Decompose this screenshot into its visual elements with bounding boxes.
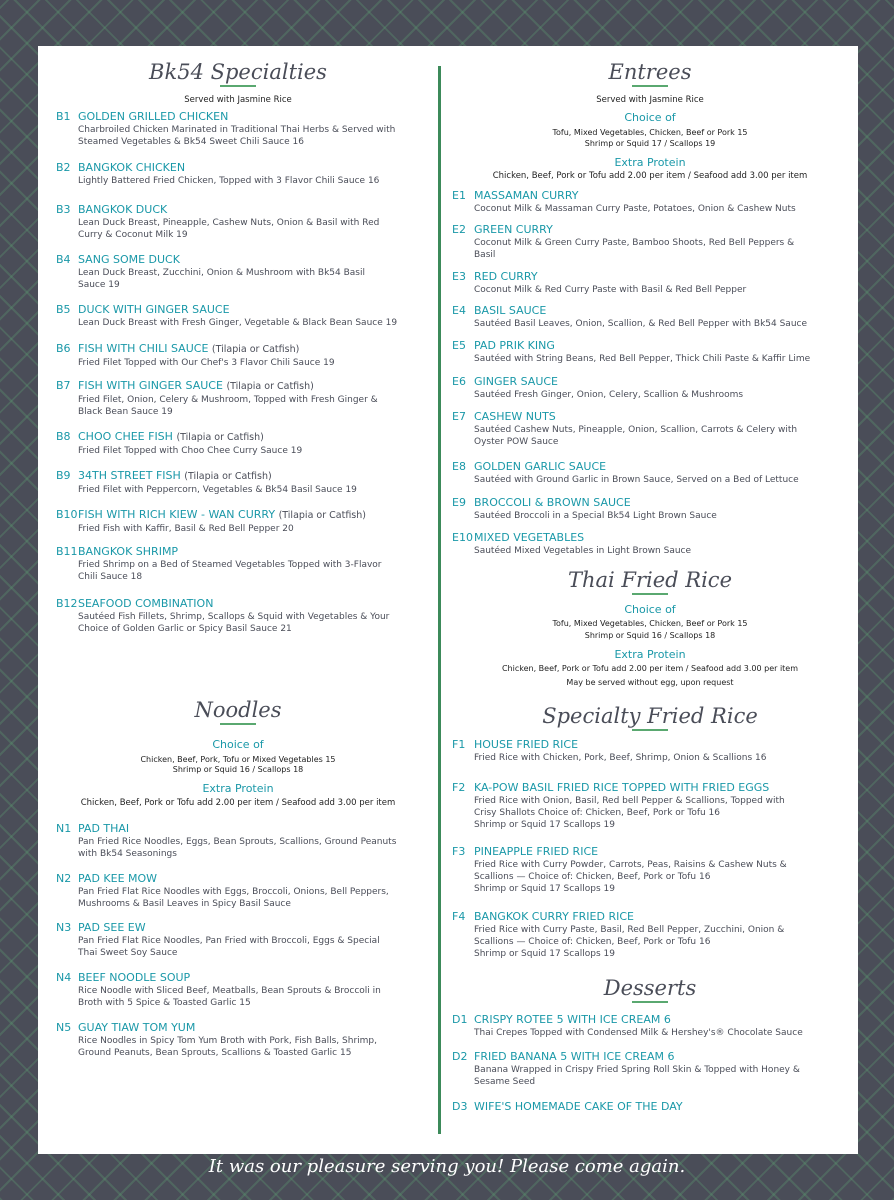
menu-item: [56, 203, 426, 241]
menu-item: [452, 910, 822, 960]
menu-item-name: BASIL SAUCE: [474, 304, 547, 317]
menu-item-heading: [56, 203, 426, 216]
menu-item: [56, 921, 426, 959]
menu-item-name: HOUSE FRIED RICE: [474, 738, 579, 751]
menu-item-code: B4: [56, 253, 71, 266]
menu-item-description: Sautéed Broccoli in a Special Bk54 Light Brown Sauce: [474, 511, 717, 521]
menu-item-name: 34TH STREET FISH: [78, 469, 181, 482]
tfr-choice-heading: Choice of: [624, 603, 676, 616]
entrees-choice-line-1: Tofu, Mixed Vegetables, Chicken, Beef or Pork 15: [552, 128, 748, 137]
menu-item-code: B2: [56, 161, 71, 174]
menu-item: [452, 496, 822, 522]
menu-item-code: E1: [452, 189, 466, 202]
menu-item-name: PAD KEE MOW: [78, 872, 158, 885]
menu-item-name: PAD PRIK KING: [474, 339, 555, 352]
menu-item-fish-note: (Tilapia or Catfish): [211, 344, 300, 355]
menu-item: [452, 1050, 822, 1088]
menu-item-heading: [452, 738, 822, 751]
menu-item: [56, 597, 426, 635]
menu-item-code: B7: [56, 379, 71, 392]
menu-item-heading: [452, 1100, 683, 1113]
menu-item-description: Thai Crepes Topped with Condensed Milk & Hershey's® Chocolate Sauce: [474, 1028, 803, 1038]
menu-item: [452, 738, 822, 764]
menu-item-name: BROCCOLI & BROWN SAUCE: [474, 496, 631, 509]
noodles-protein-heading: Extra Protein: [202, 782, 274, 795]
menu-item-heading: [452, 270, 822, 283]
menu-item-code: F1: [452, 738, 466, 751]
menu-item: [56, 508, 426, 535]
entrees-choice-line-2: Shrimp or Squid 17 / Scallops 19: [584, 139, 716, 148]
menu-item-description: Lean Duck Breast, Pineapple, Cashew Nuts, Onion & Basil with Red Curry & Coconut Milk 19: [78, 218, 380, 240]
menu-item-fish-note: (Tilapia or Catfish): [176, 432, 264, 443]
menu-item: [452, 531, 822, 557]
menu-item-name: KA-POW BASIL FRIED RICE TOPPED WITH FRIED EGGS: [474, 781, 770, 794]
menu-item-heading: [452, 496, 822, 509]
menu-item-code: B12: [56, 597, 78, 610]
menu-item-description: Fried Rice with Curry Paste, Basil, Red Bell Pepper, Zucchini, Onion & Scallions — Choice of: Chicken, Beef, Pork or Tofu 16 Shrimp or Squid 17 Scallops 19: [474, 925, 785, 959]
menu-item-description: Fried Filet with Peppercorn, Vegetables & Bk54 Basil Sauce 19: [78, 485, 357, 495]
menu-item-description: Lean Duck Breast, Zucchini, Onion & Mushroom with Bk54 Basil Sauce 19: [78, 268, 365, 290]
menu-item-name: PAD SEE EW: [78, 921, 146, 934]
menu-page: [38, 46, 858, 1154]
section-title-specialty-fried-rice: Specialty Fried Rice: [442, 704, 858, 731]
menu-item-heading: [56, 1021, 426, 1034]
menu-item-heading: [452, 1050, 822, 1063]
menu-item-code: B11: [56, 545, 78, 558]
menu-item: [452, 339, 822, 365]
menu-item-name: FISH WITH RICH KIEW - WAN CURRY: [78, 508, 276, 521]
menu-item-description: Banana Wrapped in Crispy Fried Spring Roll Skin & Topped with Honey & Sesame Seed: [474, 1065, 800, 1087]
menu-item-name: GINGER SAUCE: [474, 375, 559, 388]
menu-item: [452, 845, 822, 895]
menu-item-heading: [452, 410, 822, 423]
menu-item-name: WIFE'S HOMEMADE CAKE OF THE DAY: [474, 1100, 683, 1113]
menu-item-code: B1: [56, 110, 71, 123]
menu-item: [56, 545, 426, 583]
menu-item-code: B10: [56, 508, 78, 521]
menu-item-name: BANGKOK CHICKEN: [78, 161, 186, 174]
menu-item: [452, 375, 822, 401]
menu-item: [452, 781, 822, 831]
menu-item-code: E10: [452, 531, 473, 544]
menu-item-name: FISH WITH GINGER SAUCE: [78, 379, 223, 392]
menu-item-description: Coconut Milk & Green Curry Paste, Bamboo Shoots, Red Bell Peppers & Basil: [474, 238, 795, 260]
menu-item-code: F3: [452, 845, 466, 858]
menu-item-heading: [452, 845, 822, 858]
menu-item-heading: [452, 189, 822, 202]
tfr-choice-line-1: Tofu, Mixed Vegetables, Chicken, Beef or Pork 15: [552, 619, 748, 628]
menu-item-description: Fried Rice with Curry Powder, Carrots, Peas, Raisins & Cashew Nuts & Scallions — Choice of: Chicken, Beef, Pork or Tofu 16 Shrimp or Squid 17 Scallops 19: [474, 860, 787, 894]
menu-item-name: FISH WITH CHILI SAUCE: [78, 342, 209, 355]
menu-item-code: B3: [56, 203, 71, 216]
menu-item: [452, 460, 822, 486]
noodles-choice-heading: Choice of: [212, 738, 264, 751]
menu-item: [56, 822, 426, 860]
menu-item: [452, 410, 822, 448]
menu-item-heading: [452, 339, 822, 352]
tfr-protein-heading: Extra Protein: [614, 648, 686, 661]
menu-item-description: Fried Filet Topped with Choo Chee Curry Sauce 19: [78, 446, 303, 456]
menu-item-code: F2: [452, 781, 466, 794]
footer-message: It was our pleasure serving you! Please come again.: [208, 1156, 686, 1177]
menu-item: [56, 161, 426, 187]
menu-item-code: E5: [452, 339, 466, 352]
menu-item: [56, 971, 426, 1009]
menu-item-name: GOLDEN GARLIC SAUCE: [474, 460, 607, 473]
menu-item-name: DUCK WITH GINGER SAUCE: [78, 303, 230, 316]
menu-item-heading: [56, 253, 426, 266]
menu-item-name: BANGKOK CURRY FRIED RICE: [474, 910, 634, 923]
menu-item: [56, 430, 426, 457]
menu-item-code: B8: [56, 430, 71, 443]
menu-item-code: N1: [56, 822, 72, 835]
menu-item: [56, 303, 426, 329]
menu-item-name: PAD THAI: [78, 822, 130, 835]
menu-item-description: Sautéed Basil Leaves, Onion, Scallion, & Red Bell Pepper with Bk54 Sauce: [474, 319, 808, 329]
entrees-protein-heading: Extra Protein: [614, 156, 686, 169]
menu-item-description: Coconut Milk & Red Curry Paste with Basil & Red Bell Pepper: [474, 285, 747, 295]
menu-item-heading: [56, 971, 426, 984]
menu-item-heading: [452, 304, 822, 317]
menu-item-fish-note: (Tilapia or Catfish): [278, 510, 366, 521]
menu-item-code: E9: [452, 496, 466, 509]
menu-item-heading: [452, 1013, 822, 1026]
menu-item-description: Pan Fried Flat Rice Noodles, Pan Fried with Broccoli, Eggs & Special Thai Sweet Soy Sauce: [78, 936, 380, 958]
menu-item-heading: [56, 921, 426, 934]
menu-item-heading: [56, 303, 426, 316]
section-title-specialties: Bk54 Specialties: [38, 60, 438, 87]
menu-item-name: SANG SOME DUCK: [78, 253, 180, 266]
menu-item-name: BANGKOK DUCK: [78, 203, 168, 216]
menu-item-name: MASSAMAN CURRY: [474, 189, 579, 202]
menu-item: [56, 379, 426, 418]
menu-item-description: Fried Shrimp on a Bed of Steamed Vegetables Topped with 3-Flavor Chili Sauce 18: [78, 560, 382, 582]
menu-item: [452, 189, 822, 215]
menu-item-code: D3: [452, 1100, 468, 1113]
menu-item-name: CRISPY ROTEE 5 WITH ICE CREAM 6: [474, 1013, 671, 1026]
menu-item: [452, 1013, 822, 1039]
menu-item-code: N2: [56, 872, 72, 885]
tfr-protein-line: Chicken, Beef, Pork or Tofu add 2.00 per item / Seafood add 3.00 per item: [501, 664, 799, 673]
section-title-desserts: Desserts: [442, 976, 858, 1003]
menu-item-code: E6: [452, 375, 466, 388]
menu-item-description: Fried Fish with Kaffir, Basil & Red Bell Pepper 20: [78, 524, 294, 534]
menu-item-name: BANGKOK SHRIMP: [78, 545, 179, 558]
menu-item-fish-note: (Tilapia or Catfish): [226, 381, 314, 392]
menu-item-code: N4: [56, 971, 72, 984]
menu-item-description: Sautéed Cashew Nuts, Pineapple, Onion, Scallion, Carrots & Celery with Oyster POW Sauce: [474, 425, 798, 447]
menu-item-description: Lightly Battered Fried Chicken, Topped with 3 Flavor Chili Sauce 16: [78, 176, 380, 186]
menu-item-description: Coconut Milk & Massaman Curry Paste, Potatoes, Onion & Cashew Nuts: [474, 204, 796, 214]
menu-item: [56, 872, 426, 910]
menu-item-name: FRIED BANANA 5 WITH ICE CREAM 6: [474, 1050, 675, 1063]
menu-item: [56, 253, 426, 291]
section-title-noodles: Noodles: [38, 698, 438, 725]
menu-item-description: Fried Rice with Onion, Basil, Red bell Pepper & Scallions, Topped with Crisy Shallots Choice of: Chicken, Beef, Pork or Tofu 16 Shrimp or Squid 17 Scallops 19: [474, 796, 785, 830]
menu-item-heading: [452, 910, 822, 923]
section-title-thai-fried-rice: Thai Fried Rice: [442, 568, 858, 595]
menu-item-code: E2: [452, 223, 466, 236]
menu-item-heading: [56, 379, 426, 393]
menu-item-heading: [452, 531, 822, 544]
column-divider: [438, 66, 441, 1134]
section-title-entrees: Entrees: [442, 60, 858, 87]
menu-item-description: Lean Duck Breast with Fresh Ginger, Vegetable & Black Bean Sauce 19: [78, 318, 398, 328]
menu-item-heading: [56, 822, 426, 835]
menu-item-heading: [452, 223, 822, 236]
menu-item-heading: [56, 508, 426, 522]
menu-item-heading: [56, 545, 426, 558]
menu-item-heading: [452, 781, 822, 794]
menu-item-description: Sautéed with Ground Garlic in Brown Sauce, Served on a Bed of Lettuce: [474, 475, 799, 485]
menu-item-description: Fried Filet, Onion, Celery & Mushroom, Topped with Fresh Ginger & Black Bean Sauce 19: [78, 395, 378, 417]
menu-item: [452, 223, 822, 261]
menu-item-name: GOLDEN GRILLED CHICKEN: [78, 110, 229, 123]
menu-item-description: Rice Noodles in Spicy Tom Yum Broth with Pork, Fish Balls, Shrimp, Ground Peanuts, Bean Sprouts, Scallions & Toasted Garlic 15: [78, 1036, 377, 1058]
menu-item-name: GREEN CURRY: [474, 223, 553, 236]
menu-item-heading: [56, 430, 426, 444]
menu-item-description: Sautéed Mixed Vegetables in Light Brown Sauce: [474, 546, 692, 556]
menu-item-code: F4: [452, 910, 466, 923]
menu-item-name: PINEAPPLE FRIED RICE: [474, 845, 599, 858]
specialties-subtitle: Served with Jasmine Rice: [184, 95, 292, 105]
menu-item-name: MIXED VEGETABLES: [474, 531, 585, 544]
menu-item: [56, 110, 426, 148]
menu-item-heading: [56, 597, 426, 610]
noodles-choice-line-2: Shrimp or Squid 16 / Scallops 18: [172, 765, 304, 774]
tfr-choice-line-2: Shrimp or Squid 16 / Scallops 18: [584, 631, 716, 640]
entrees-protein-line: Chicken, Beef, Pork or Tofu add 2.00 per item / Seafood add 3.00 per item: [492, 171, 808, 181]
menu-item-heading: [56, 872, 426, 885]
menu-item-heading: [452, 375, 822, 388]
menu-item-name: SEAFOOD COMBINATION: [78, 597, 214, 610]
menu-item-code: B5: [56, 303, 71, 316]
menu-item: [56, 342, 426, 369]
menu-item-name: CHOO CHEE FISH: [78, 430, 173, 443]
noodles-choice-line-1: Chicken, Beef, Pork, Tofu or Mixed Vegetables 15: [140, 755, 336, 764]
menu-item-code: D2: [452, 1050, 468, 1063]
menu-item-heading: [56, 469, 426, 483]
menu-item-heading: [452, 460, 822, 473]
menu-item-name: GUAY TIAW TOM YUM: [78, 1021, 196, 1034]
menu-item: [56, 469, 426, 496]
menu-item-code: E3: [452, 270, 466, 283]
menu-item-code: E7: [452, 410, 466, 423]
menu-item-description: Pan Fried Rice Noodles, Eggs, Bean Sprouts, Scallions, Ground Peanuts with Bk54 Seasonings: [78, 837, 397, 859]
noodles-protein-line: Chicken, Beef, Pork or Tofu add 2.00 per item / Seafood add 3.00 per item: [80, 798, 396, 808]
menu-item: [452, 1100, 683, 1113]
menu-item: [452, 270, 822, 296]
menu-item-description: Sautéed Fish Fillets, Shrimp, Scallops & Squid with Vegetables & Your Choice of Golden Garlic or Spicy Basil Sauce 21: [78, 612, 390, 634]
menu-item-description: Sautéed with String Beans, Red Bell Pepper, Thick Chili Paste & Kaffir Lime: [474, 354, 811, 364]
menu-item-code: D1: [452, 1013, 468, 1026]
menu-item-heading: [56, 110, 426, 123]
menu-item-name: RED CURRY: [474, 270, 538, 283]
menu-item: [452, 304, 822, 330]
menu-item-heading: [56, 161, 426, 174]
menu-item: [56, 1021, 426, 1059]
entrees-choice-heading: Choice of: [624, 111, 676, 124]
menu-item-description: Sautéed Fresh Ginger, Onion, Celery, Scallion & Mushrooms: [474, 390, 744, 400]
menu-item-description: Fried Filet Topped with Our Chef's 3 Flavor Chili Sauce 19: [78, 358, 335, 368]
menu-item-code: N5: [56, 1021, 72, 1034]
menu-item-description: Fried Rice with Chicken, Pork, Beef, Shrimp, Onion & Scallions 16: [474, 753, 767, 763]
menu-item-description: Pan Fried Flat Rice Noodles with Eggs, Broccoli, Onions, Bell Peppers, Mushrooms & Basil Leaves in Spicy Basil Sauce: [78, 887, 389, 909]
menu-item-code: B6: [56, 342, 71, 355]
menu-item-description: Rice Noodle with Sliced Beef, Meatballs, Bean Sprouts & Broccoli in Broth with 5 Spice & Toasted Garlic 15: [78, 986, 381, 1008]
menu-item-name: BEEF NOODLE SOUP: [78, 971, 191, 984]
menu-item-code: N3: [56, 921, 72, 934]
menu-item-code: E8: [452, 460, 466, 473]
menu-item-fish-note: (Tilapia or Catfish): [184, 471, 272, 482]
menu-item-code: B9: [56, 469, 71, 482]
menu-item-description: Charbroiled Chicken Marinated in Traditional Thai Herbs & Served with Steamed Vegetables & Bk54 Sweet Chili Sauce 16: [78, 125, 396, 147]
menu-item-heading: [56, 342, 426, 356]
menu-item-name: CASHEW NUTS: [474, 410, 556, 423]
entrees-subtitle: Served with Jasmine Rice: [596, 95, 704, 105]
tfr-egg-note: May be served without egg, upon request: [566, 678, 734, 687]
menu-item-code: E4: [452, 304, 466, 317]
